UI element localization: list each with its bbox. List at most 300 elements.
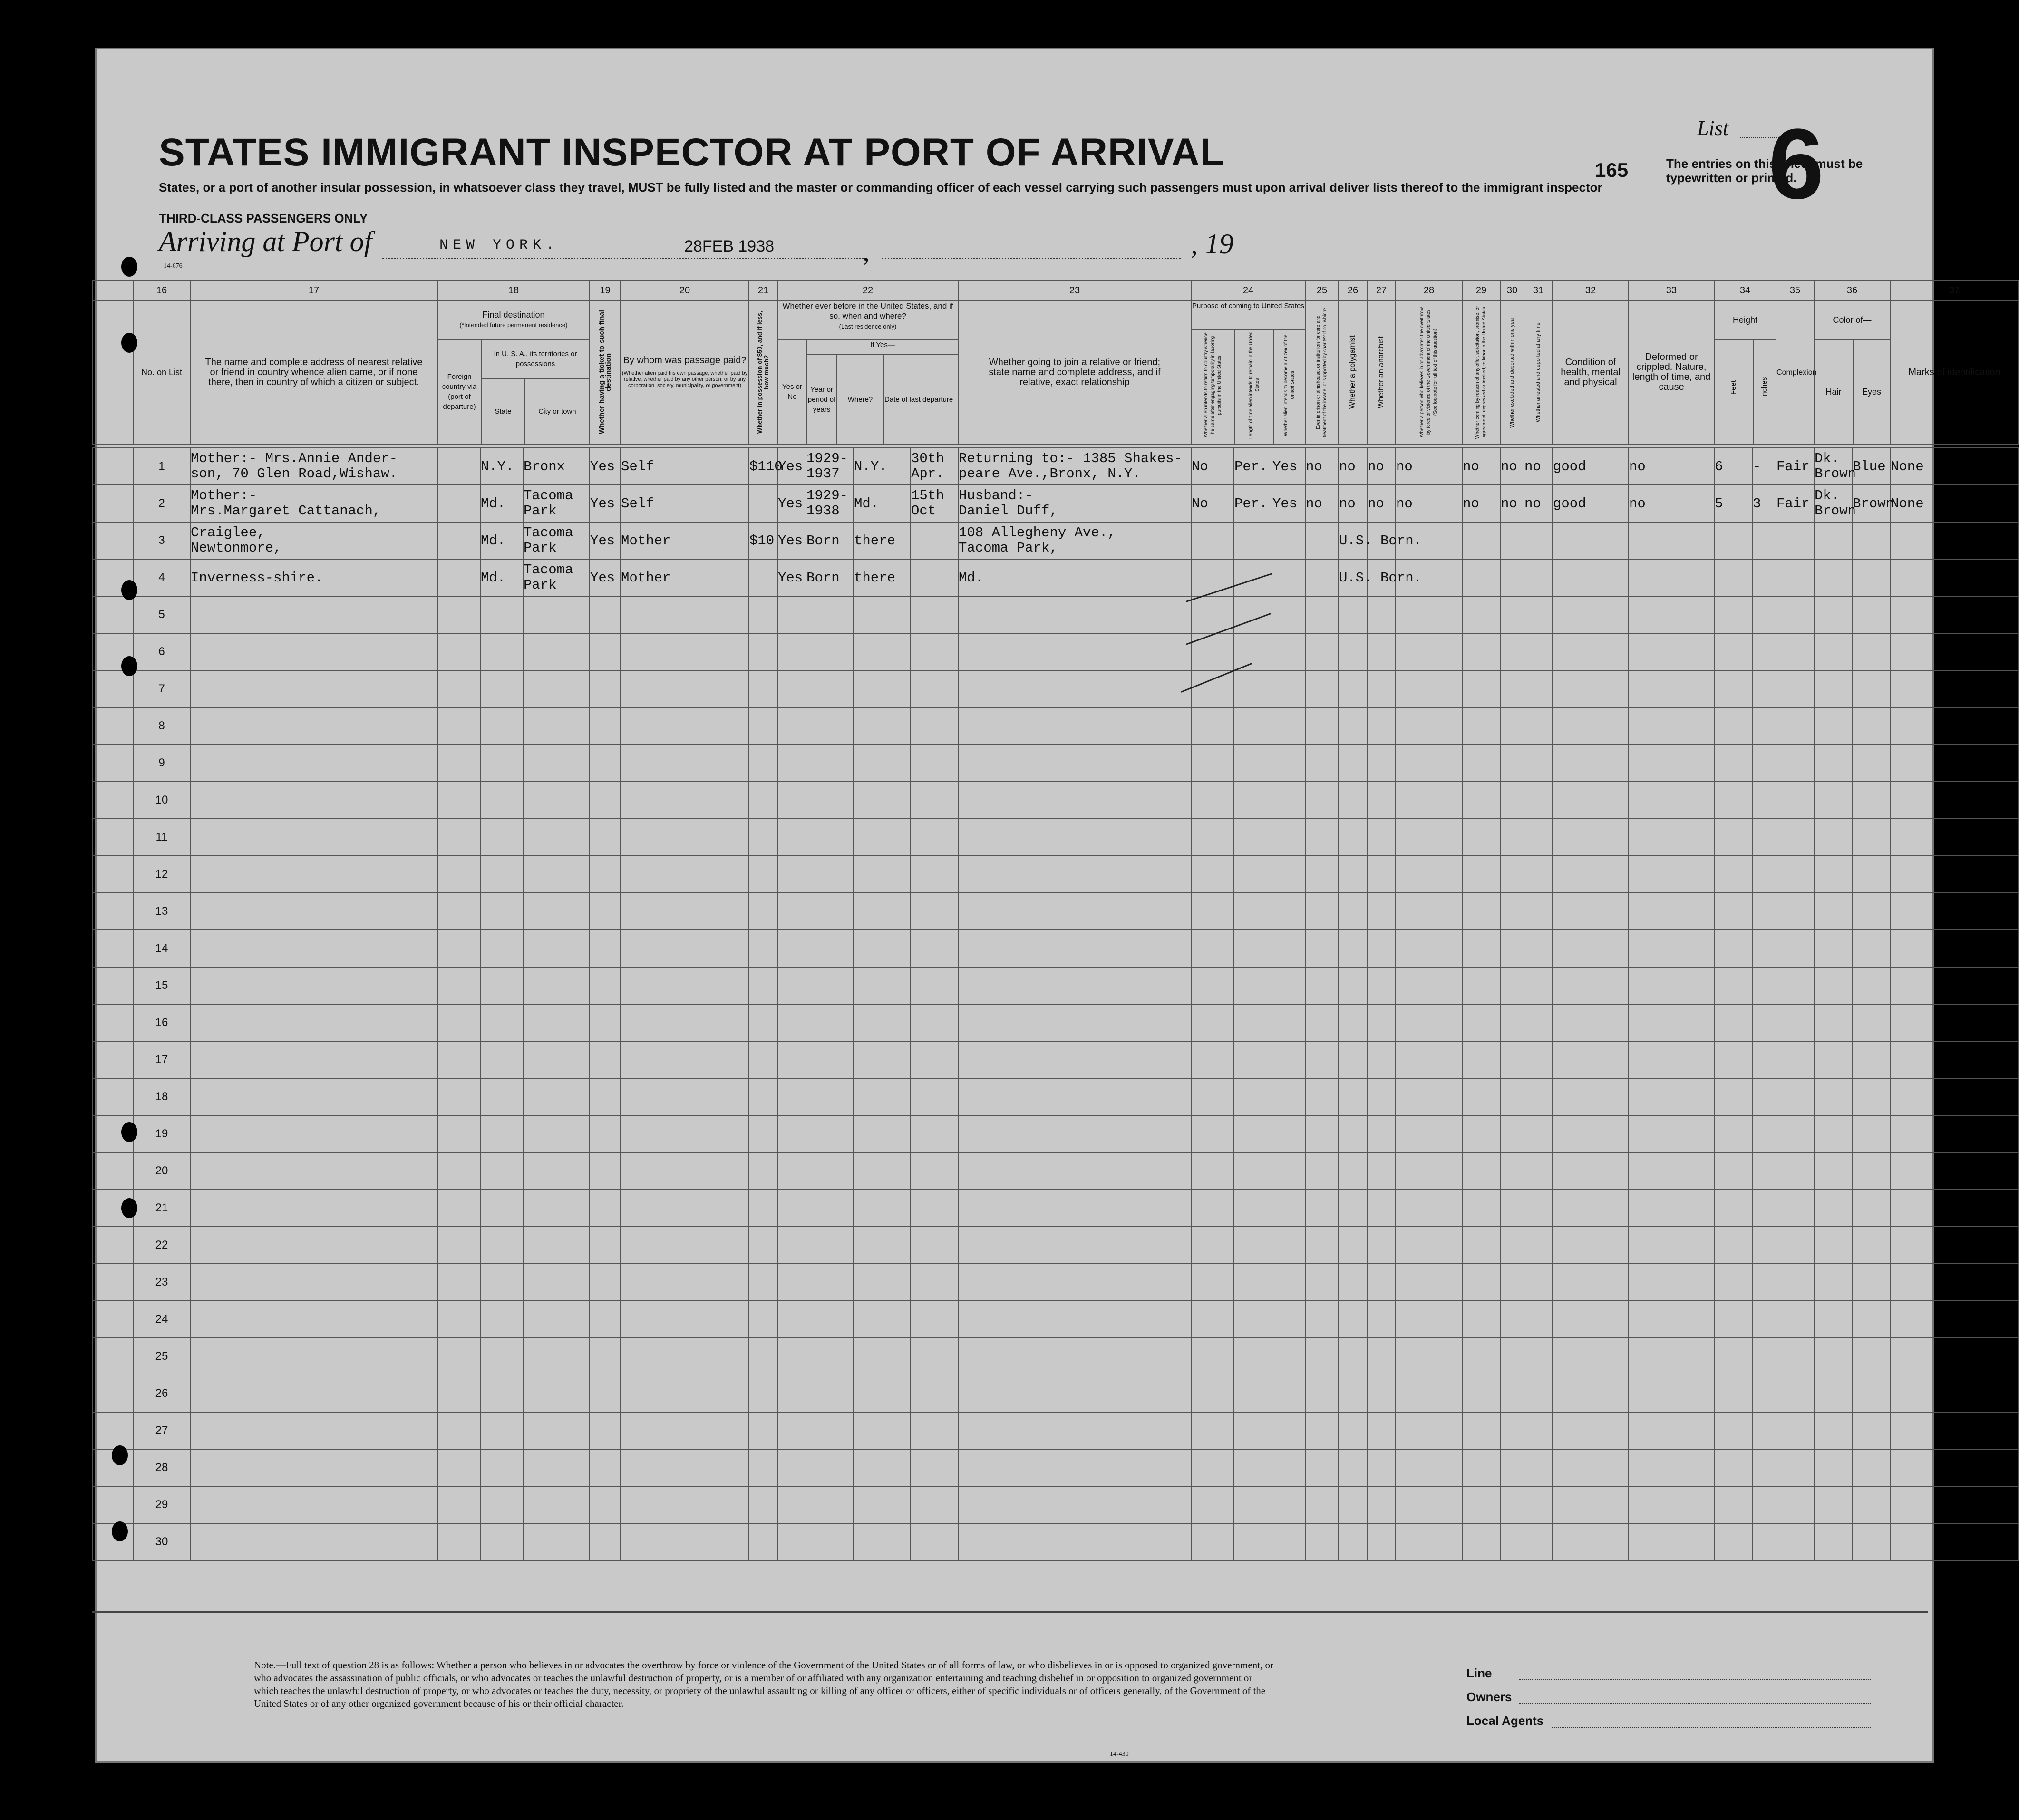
cell-polygamist <box>1339 1190 1367 1227</box>
cell-state <box>480 967 523 1004</box>
cell-hair <box>1814 1412 1852 1449</box>
cell-eyes <box>1852 1523 1890 1560</box>
cell-hair <box>1814 1301 1852 1338</box>
cell-feet <box>1714 596 1752 633</box>
cell-polygamist <box>1339 819 1367 856</box>
col-num-37: 37 <box>1890 281 2019 300</box>
cell-state <box>480 1004 523 1041</box>
cell-q29 <box>1462 1449 1500 1486</box>
cell-return <box>1191 782 1234 819</box>
us-born-note: U.S. Born. <box>1339 532 1422 549</box>
cell-ticket-text: Yes <box>590 532 615 549</box>
cell-q28 <box>1396 1190 1462 1227</box>
cell-deformed <box>1629 819 1714 856</box>
cell-q30 <box>1500 819 1524 856</box>
cell-prison <box>1305 522 1339 559</box>
cell-state <box>480 485 523 522</box>
header-hair: Hair <box>1815 340 1854 444</box>
year-prefix: , 19 <box>1191 228 1233 260</box>
cell-q30 <box>1500 448 1524 485</box>
cell-blank <box>93 1486 133 1523</box>
cell-where <box>854 1190 911 1227</box>
list-number: 6 <box>1768 108 1824 220</box>
cell-paid <box>621 1152 749 1190</box>
cell-return <box>1191 1004 1234 1041</box>
cell-inches <box>1752 893 1776 930</box>
cell-foreign <box>437 782 480 819</box>
cell-eyes <box>1852 1041 1890 1078</box>
cell-money-text: $10 <box>749 532 775 549</box>
table-row <box>93 1115 2019 1152</box>
cell-paid <box>621 1264 749 1301</box>
cell-hair <box>1814 1338 1852 1375</box>
passage-label: By whom was passage paid? <box>623 355 747 366</box>
cell-money <box>749 782 777 819</box>
cell-complexion <box>1776 1301 1814 1338</box>
cell-marks <box>1890 819 2019 856</box>
cell-where <box>854 1375 911 1412</box>
cell-deformed <box>1629 1301 1714 1338</box>
cell-city <box>523 1412 590 1449</box>
cell-inches <box>1752 967 1776 1004</box>
cell-return-text: No <box>1192 495 1208 512</box>
col-num-35: 35 <box>1776 281 1814 300</box>
cell-years <box>806 522 854 559</box>
cell-blank <box>93 893 133 930</box>
cell-departure-text-2: Apr. <box>911 466 944 482</box>
binder-hole <box>112 1521 128 1541</box>
cell-anarchist <box>1367 1375 1396 1412</box>
q28-text: Whether a person who believes in or advocates the overthrow by force or violence of the Government of the United States (See footnote for full text of this question) <box>1419 307 1438 438</box>
cell-q28 <box>1396 1338 1462 1375</box>
cell-citizen-text: Yes <box>1272 458 1298 474</box>
cell-q31 <box>1524 522 1553 559</box>
cell-paid <box>621 1523 749 1560</box>
cell-q28 <box>1396 1375 1462 1412</box>
cell-joining <box>958 967 1191 1004</box>
cell-complexion <box>1776 670 1814 707</box>
cell-hair <box>1814 1227 1852 1264</box>
cell-where <box>854 596 911 633</box>
cell-return <box>1191 1190 1234 1227</box>
cell-q30 <box>1500 1412 1524 1449</box>
cell-marks <box>1890 522 2019 559</box>
cell-complexion <box>1776 1375 1814 1412</box>
cell-length <box>1234 1115 1272 1152</box>
cell-citizen <box>1272 522 1305 559</box>
cell-q30 <box>1500 1449 1524 1486</box>
cell-ticket <box>590 670 621 707</box>
cell-departure-text: 30th <box>911 451 944 466</box>
cell-paid <box>621 1338 749 1375</box>
cell-return <box>1191 819 1234 856</box>
cell-before <box>777 1190 806 1227</box>
cell-joining <box>958 819 1191 856</box>
cell-feet <box>1714 1264 1752 1301</box>
cell-money <box>749 1078 777 1115</box>
cell-prison <box>1305 1338 1339 1375</box>
cell-departure <box>911 1004 958 1041</box>
cell-polygamist <box>1339 967 1367 1004</box>
class-line: THIRD-CLASS PASSENGERS ONLY <box>159 211 368 225</box>
cell-city-text: Bronx <box>524 458 565 474</box>
binder-hole <box>121 580 137 600</box>
cell-return <box>1191 522 1234 559</box>
cell-feet <box>1714 670 1752 707</box>
cell-eyes <box>1852 930 1890 967</box>
cell-state <box>480 670 523 707</box>
cell-paid <box>621 485 749 522</box>
cell-q31 <box>1524 596 1553 633</box>
cell-q29 <box>1462 967 1500 1004</box>
cell-eyes <box>1852 670 1890 707</box>
table-row <box>93 707 2019 745</box>
typewritten-note: The entries on this sheet must be typewritten or printed. <box>1666 156 1863 185</box>
cell-hair <box>1814 819 1852 856</box>
cell-before <box>777 1412 806 1449</box>
cell-hair <box>1814 1004 1852 1041</box>
cell-paid <box>621 1412 749 1449</box>
cell-complexion <box>1776 1041 1814 1078</box>
cell-length <box>1234 559 1272 596</box>
cell-city <box>523 670 590 707</box>
cell-relative <box>190 1523 437 1560</box>
cell-ticket <box>590 633 621 670</box>
cell-no: 14 <box>133 930 190 967</box>
purpose-c-cell <box>1274 330 1305 444</box>
table-row <box>93 930 2019 967</box>
cell-departure <box>911 819 958 856</box>
cell-foreign <box>437 448 480 485</box>
cell-q30 <box>1500 1078 1524 1115</box>
cell-money-text: $110 <box>749 458 783 474</box>
cell-before <box>777 670 806 707</box>
cell-before <box>777 522 806 559</box>
cell-marks-text: None <box>1891 495 1924 512</box>
cell-ticket <box>590 448 621 485</box>
cell-q29-text: no <box>1463 495 1479 512</box>
before-us-note: (Last residence only) <box>839 323 897 330</box>
cell-hair <box>1814 448 1856 485</box>
cell-health <box>1553 893 1629 930</box>
cell-before <box>777 596 806 633</box>
cell-no <box>133 522 190 559</box>
table-row <box>93 1264 2019 1301</box>
cell-before <box>777 967 806 1004</box>
cell-q28 <box>1396 1264 1462 1301</box>
cell-health <box>1553 707 1629 745</box>
cell-citizen <box>1272 819 1305 856</box>
cell-before <box>777 1338 806 1375</box>
cell-no: 28 <box>133 1449 190 1486</box>
cell-q30 <box>1500 745 1524 782</box>
cell-blank <box>93 819 133 856</box>
purpose-label: Purpose of coming to United States <box>1192 301 1305 330</box>
cell-joining <box>958 559 1191 596</box>
cell-foreign <box>437 1227 480 1264</box>
cell-length <box>1234 633 1272 670</box>
cell-ticket <box>590 1004 621 1041</box>
date-line <box>882 258 1181 259</box>
cell-health <box>1553 522 1629 559</box>
cell-inches <box>1752 1152 1776 1190</box>
cell-ticket <box>590 856 621 893</box>
cell-blank <box>93 707 133 745</box>
cell-complexion <box>1776 633 1814 670</box>
cell-departure <box>911 1523 958 1560</box>
cell-eyes <box>1852 1412 1890 1449</box>
cell-paid <box>621 1227 749 1264</box>
cell-complexion <box>1776 1449 1814 1486</box>
cell-q31-text: no <box>1524 495 1541 512</box>
cell-q30 <box>1500 670 1524 707</box>
cell-years-text-2: 1937 <box>806 466 840 482</box>
cell-paid <box>621 1115 749 1152</box>
cell-state <box>480 745 523 782</box>
cell-city <box>523 1152 590 1190</box>
cell-inches-text: 3 <box>1753 495 1761 512</box>
cell-marks <box>1890 1004 2019 1041</box>
col-num-29: 29 <box>1462 281 1500 300</box>
cell-q30 <box>1500 707 1524 745</box>
cell-inches <box>1752 930 1776 967</box>
cell-departure <box>911 745 958 782</box>
cell-no: 9 <box>133 745 190 782</box>
cell-q31 <box>1524 1078 1553 1115</box>
cell-relative <box>190 1004 437 1041</box>
cell-q29 <box>1462 819 1500 856</box>
cell-inches <box>1752 485 1776 522</box>
cell-blank <box>93 596 133 633</box>
inches-cell <box>1754 340 1776 444</box>
binder-hole <box>121 257 137 277</box>
cell-feet <box>1714 1078 1752 1115</box>
cell-feet <box>1714 485 1752 522</box>
cell-relative-text: Mother:- Mrs.Annie Ander- <box>191 451 398 466</box>
cell-ticket <box>590 522 621 559</box>
cell-q31 <box>1524 1041 1553 1078</box>
cell-length <box>1234 1227 1272 1264</box>
cell-anarchist <box>1367 1449 1396 1486</box>
cell-marks <box>1890 485 2019 522</box>
cell-q29 <box>1462 559 1500 596</box>
cell-deformed <box>1629 1115 1714 1152</box>
cell-q30 <box>1500 633 1524 670</box>
cell-paid <box>621 1486 749 1523</box>
cell-blank <box>93 745 133 782</box>
cell-hair <box>1814 856 1852 893</box>
cell-money <box>749 559 777 596</box>
cell-before <box>777 1227 806 1264</box>
cell-state <box>480 448 523 485</box>
cell-foreign <box>437 1449 480 1486</box>
cell-paid <box>621 1375 749 1412</box>
col-num-18: 18 <box>437 281 590 300</box>
cell-q28 <box>1396 893 1462 930</box>
cell-q30 <box>1500 1004 1524 1041</box>
cell-joining-text: Returning to:- 1385 Shakes- <box>959 451 1182 466</box>
cell-joining <box>958 707 1191 745</box>
cell-no: 6 <box>133 633 190 670</box>
cell-hair <box>1814 707 1852 745</box>
cell-city <box>523 707 590 745</box>
cell-relative <box>190 670 437 707</box>
cell-marks <box>1890 559 2019 596</box>
cell-inches <box>1752 1486 1776 1523</box>
cell-feet <box>1714 1412 1752 1449</box>
cell-marks <box>1890 448 2019 485</box>
header-polygamist <box>1339 300 1367 444</box>
cell-where <box>854 893 911 930</box>
cell-state <box>480 893 523 930</box>
cell-departure <box>911 1190 958 1227</box>
cell-deformed <box>1629 1375 1714 1412</box>
cell-q28 <box>1396 1523 1462 1560</box>
cell-foreign <box>437 1523 480 1560</box>
list-label: List <box>1697 116 1729 140</box>
cell-joining-text: Husband:- <box>959 488 1033 503</box>
cell-relative <box>190 1264 437 1301</box>
cell-feet <box>1714 1523 1752 1560</box>
cell-q28 <box>1396 1301 1462 1338</box>
cell-anarchist <box>1367 1486 1396 1523</box>
cell-years-text: Born <box>806 570 840 586</box>
cell-inches <box>1752 1264 1776 1301</box>
cell-return <box>1191 1041 1234 1078</box>
cell-city-text-2: Park <box>524 577 557 593</box>
cell-polygamist <box>1339 485 1367 522</box>
cell-health <box>1553 448 1629 485</box>
cell-relative <box>190 819 437 856</box>
cell-polygamist <box>1339 893 1367 930</box>
port-line <box>382 258 867 259</box>
cell-blank <box>93 1041 133 1078</box>
header-foreign-country: Foreign country via (port of departure) <box>438 340 482 444</box>
cell-city <box>523 1449 590 1486</box>
cell-q30 <box>1500 1486 1524 1523</box>
cell-health <box>1553 1004 1629 1041</box>
cell-q28 <box>1396 596 1462 633</box>
cell-relative <box>190 1115 437 1152</box>
cell-where <box>854 782 911 819</box>
cell-marks <box>1890 596 2019 633</box>
cell-anarchist <box>1367 1115 1396 1152</box>
cell-hair <box>1814 893 1852 930</box>
cell-city-text-2: Park <box>524 540 557 556</box>
cell-q29 <box>1462 1338 1500 1375</box>
cell-where <box>854 1041 911 1078</box>
cell-health <box>1553 782 1629 819</box>
cell-health <box>1553 1449 1629 1486</box>
cell-q30 <box>1500 930 1524 967</box>
cell-citizen <box>1272 856 1305 893</box>
cell-foreign <box>437 1301 480 1338</box>
cell-eyes <box>1852 1115 1890 1152</box>
cell-polygamist <box>1339 559 1422 596</box>
cell-where <box>854 1227 911 1264</box>
cell-ticket <box>590 559 621 596</box>
cell-hair <box>1814 596 1852 633</box>
cell-years <box>806 1152 854 1190</box>
table-row <box>93 856 2019 893</box>
cell-return <box>1191 1152 1234 1190</box>
cell-q28 <box>1396 1486 1462 1523</box>
cell-return <box>1191 1375 1234 1412</box>
cell-ticket <box>590 1115 621 1152</box>
cell-hair <box>1814 745 1852 782</box>
cell-no: 27 <box>133 1412 190 1449</box>
cell-city <box>523 782 590 819</box>
cell-inches <box>1752 1078 1776 1115</box>
cell-joining <box>958 893 1191 930</box>
cell-q28 <box>1396 856 1462 893</box>
cell-citizen <box>1272 1041 1305 1078</box>
cell-q30 <box>1500 1152 1524 1190</box>
cell-where <box>854 1486 911 1523</box>
cell-prison <box>1305 670 1339 707</box>
cell-anarchist-text: no <box>1368 458 1384 474</box>
cell-citizen <box>1272 1227 1305 1264</box>
cell-foreign <box>437 1041 480 1078</box>
cell-citizen <box>1272 1078 1305 1115</box>
cell-departure <box>911 1264 958 1301</box>
cell-polygamist <box>1339 1301 1367 1338</box>
cell-no: 17 <box>133 1041 190 1078</box>
cell-q29 <box>1462 670 1500 707</box>
cell-length <box>1234 856 1272 893</box>
cell-departure <box>911 707 958 745</box>
cell-relative <box>190 559 437 596</box>
cell-feet <box>1714 522 1752 559</box>
cell-relative <box>190 1375 437 1412</box>
cell-joining <box>958 633 1191 670</box>
cell-deformed <box>1629 930 1714 967</box>
final-destination-label: Final destination <box>482 310 545 319</box>
cell-return <box>1191 485 1234 522</box>
cell-city-text: Tacoma <box>524 525 573 541</box>
cell-prison <box>1305 782 1339 819</box>
cell-q31 <box>1524 782 1553 819</box>
table-row <box>93 1041 2019 1078</box>
cell-before <box>777 1152 806 1190</box>
cell-no: 11 <box>133 819 190 856</box>
cell-feet <box>1714 782 1752 819</box>
cell-blank <box>93 1004 133 1041</box>
cell-health-text: good <box>1553 495 1586 512</box>
cell-health <box>1553 1190 1629 1227</box>
cell-state <box>480 707 523 745</box>
cell-citizen <box>1272 707 1305 745</box>
cell-years <box>806 745 854 782</box>
cell-where <box>854 967 911 1004</box>
cell-q28 <box>1396 967 1462 1004</box>
cell-no: 5 <box>133 596 190 633</box>
table-row <box>93 633 2019 670</box>
cell-health <box>1553 1412 1629 1449</box>
cell-hair <box>1814 559 1852 596</box>
cell-anarchist <box>1367 1078 1396 1115</box>
header-inches: Inches <box>1760 377 1769 398</box>
cell-q29 <box>1462 1412 1500 1449</box>
cell-q30 <box>1500 1190 1524 1227</box>
cell-q29 <box>1462 1004 1500 1041</box>
rows-body <box>93 448 2019 1560</box>
cell-feet <box>1714 1227 1752 1264</box>
cell-deformed <box>1629 670 1714 707</box>
cell-before <box>777 633 806 670</box>
cell-before <box>777 707 806 745</box>
cell-deformed <box>1629 707 1714 745</box>
